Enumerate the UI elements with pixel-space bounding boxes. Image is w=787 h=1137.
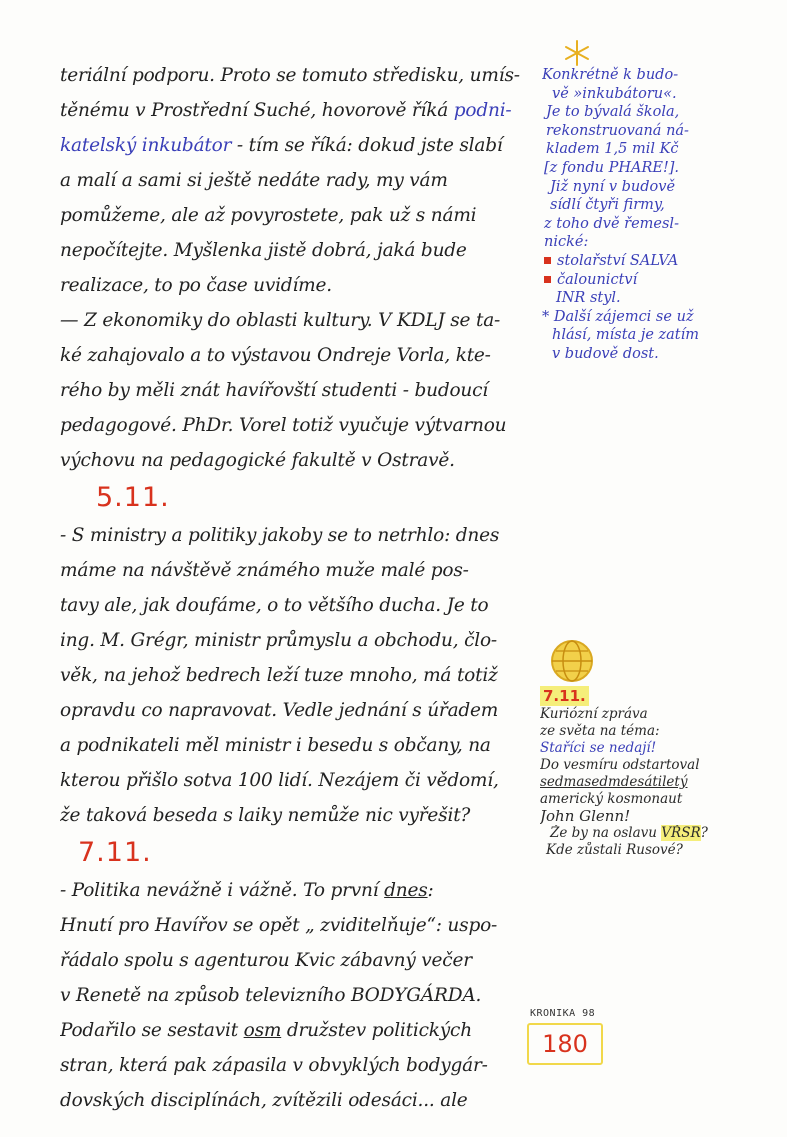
note-line: [z fondu PHARE!].: [544, 159, 680, 176]
note-line: [540, 686, 770, 706]
side-notes-incubator: [542, 66, 767, 364]
note-line: Kuriózní zpráva: [540, 706, 648, 722]
note-line: sídlí čtyři firmy,: [550, 197, 665, 214]
note-line: vě »inkubátoru«.: [552, 85, 677, 102]
text-line: a podnikateli měl ministr i besedu s občany, na: [60, 735, 491, 756]
text-span: - Politika nevážně i vážně. To první: [60, 880, 385, 901]
note-line: [540, 825, 770, 842]
underlined-word: dnes: [384, 880, 428, 901]
note-line: v budově dost.: [552, 345, 659, 362]
note-list-item: [542, 271, 767, 290]
text-line: pedagogové. PhDr. Vorel totiž vyučuje výtvarnou: [60, 415, 507, 436]
text-span: - tím se říká: dokud jste slabí: [231, 135, 503, 156]
text-line: opravdu co napravovat. Vedle jednání s úřadem: [60, 700, 499, 721]
text-line: že taková beseda s laiky nemůže nic vyřešit?: [60, 805, 471, 826]
text-line: rého by měli znát havířovští studenti - budoucí: [60, 380, 489, 401]
text-line: Hnutí pro Havířov se opět „ zviditelňuje“: uspo-: [60, 915, 498, 936]
text-line: výchovu na pedagogické fakultě v Ostravě.: [60, 450, 455, 471]
text-span: Podařilo se sestavit: [60, 1020, 244, 1041]
note-line: * Další zájemci se už: [542, 308, 694, 325]
text-line: řádalo spolu s agenturou Kvic zábavný večer: [60, 950, 472, 971]
text-line: dovských disciplínách, zvítězili odesáci... ale: [60, 1090, 468, 1111]
star-icon: [562, 38, 592, 68]
text-line: pomůžeme, ale až povyrostete, pak už s námi: [60, 205, 477, 226]
text-span: družstev politických: [281, 1020, 472, 1041]
note-line: Do vesmíru odstartoval: [540, 757, 700, 773]
text-line: [60, 128, 535, 163]
bullet-square-icon: [544, 276, 551, 283]
main-text-column: [60, 58, 535, 1118]
note-line: americký kosmonaut: [540, 791, 683, 807]
text-span: těnému v Prostřední Suché, hovorově říká: [60, 100, 454, 121]
highlighted-term: podni-: [453, 100, 512, 121]
text-line: v Renetě na způsob televizního BODYGÁRDA.: [60, 985, 482, 1006]
text-line: stran, která pak zápasila v obvyklých bodygár-: [60, 1055, 488, 1076]
note-line: kladem 1,5 mil Kč: [546, 141, 679, 158]
page-number: 180: [527, 1023, 603, 1065]
text-line: [60, 873, 535, 908]
text-line: [60, 93, 535, 128]
text-line: tavy ale, jak doufáme, o to většího ducha. Je to: [60, 595, 489, 616]
note-line: Je to bývalá škola,: [546, 104, 680, 121]
highlighted-term: katelský inkubátor: [60, 135, 232, 156]
note-line: z toho dvě řemesl-: [544, 215, 679, 232]
text-line: máme na návštěvě známého muže malé pos-: [60, 560, 469, 581]
note-text: Že by na oslavu: [550, 825, 662, 841]
note-text: stolařství SALVA: [557, 252, 679, 269]
note-line: Již nyní v budově: [550, 178, 676, 195]
note-line: Staříci se nedají!: [540, 740, 657, 756]
text-span: :: [427, 880, 434, 901]
bullet-square-icon: [544, 257, 551, 264]
note-line: ze světa na téma:: [540, 723, 660, 739]
text-line: ing. M. Grégr, ministr průmyslu a obchodu, člo-: [60, 630, 497, 651]
note-date: 7.11.: [540, 686, 589, 706]
note-line: hlásí, místa je zatím: [552, 327, 700, 344]
text-line: nepočítejte. Myšlenka jistě dobrá, jaká bude: [60, 240, 467, 261]
text-line: - S ministry a politiky jakoby se to netrhlo: dnes: [60, 525, 500, 546]
note-line: Kde zůstali Rusové?: [546, 842, 683, 858]
date-heading: 5.11.: [96, 482, 170, 513]
date-heading: 7.11.: [78, 837, 152, 868]
note-line: nické:: [544, 234, 589, 251]
note-line: rekonstruovaná ná-: [546, 122, 689, 139]
highlighted-abbreviation: VŘSR: [661, 825, 701, 841]
underlined-word: osm: [243, 1020, 282, 1041]
side-notes-glenn: [540, 686, 770, 859]
note-line: John Glenn!: [540, 808, 631, 825]
text-line: — Z ekonomiky do oblasti kultury. V KDLJ se ta-: [60, 310, 501, 331]
note-list-item: [542, 252, 767, 271]
note-line: INR styl.: [556, 290, 621, 307]
text-line: věk, na jehož bedrech leží tuze mnoho, má totiž: [60, 665, 498, 686]
text-line: a malí a sami si ještě nedáte rady, my vám: [60, 170, 448, 191]
text-line: ké zahajovalo a to výstavou Ondreje Vorla, kte-: [60, 345, 491, 366]
text-line: kterou přišlo sotva 100 lidí. Nezájem či vědomí,: [60, 770, 499, 791]
note-text: čalounictví: [557, 271, 638, 288]
text-line: realizace, to po čase uvidíme.: [60, 275, 332, 296]
text-line: [60, 1013, 535, 1048]
note-line: Konkrétně k budo-: [542, 67, 679, 83]
note-line: sedmasedmdesátiletý: [540, 774, 688, 790]
note-text: ?: [700, 825, 708, 841]
chronicle-label: KRONIKA 98: [530, 1008, 596, 1019]
text-line: teriální podporu. Proto se tomuto středisku, umís-: [60, 65, 520, 86]
globe-icon: [547, 636, 597, 686]
